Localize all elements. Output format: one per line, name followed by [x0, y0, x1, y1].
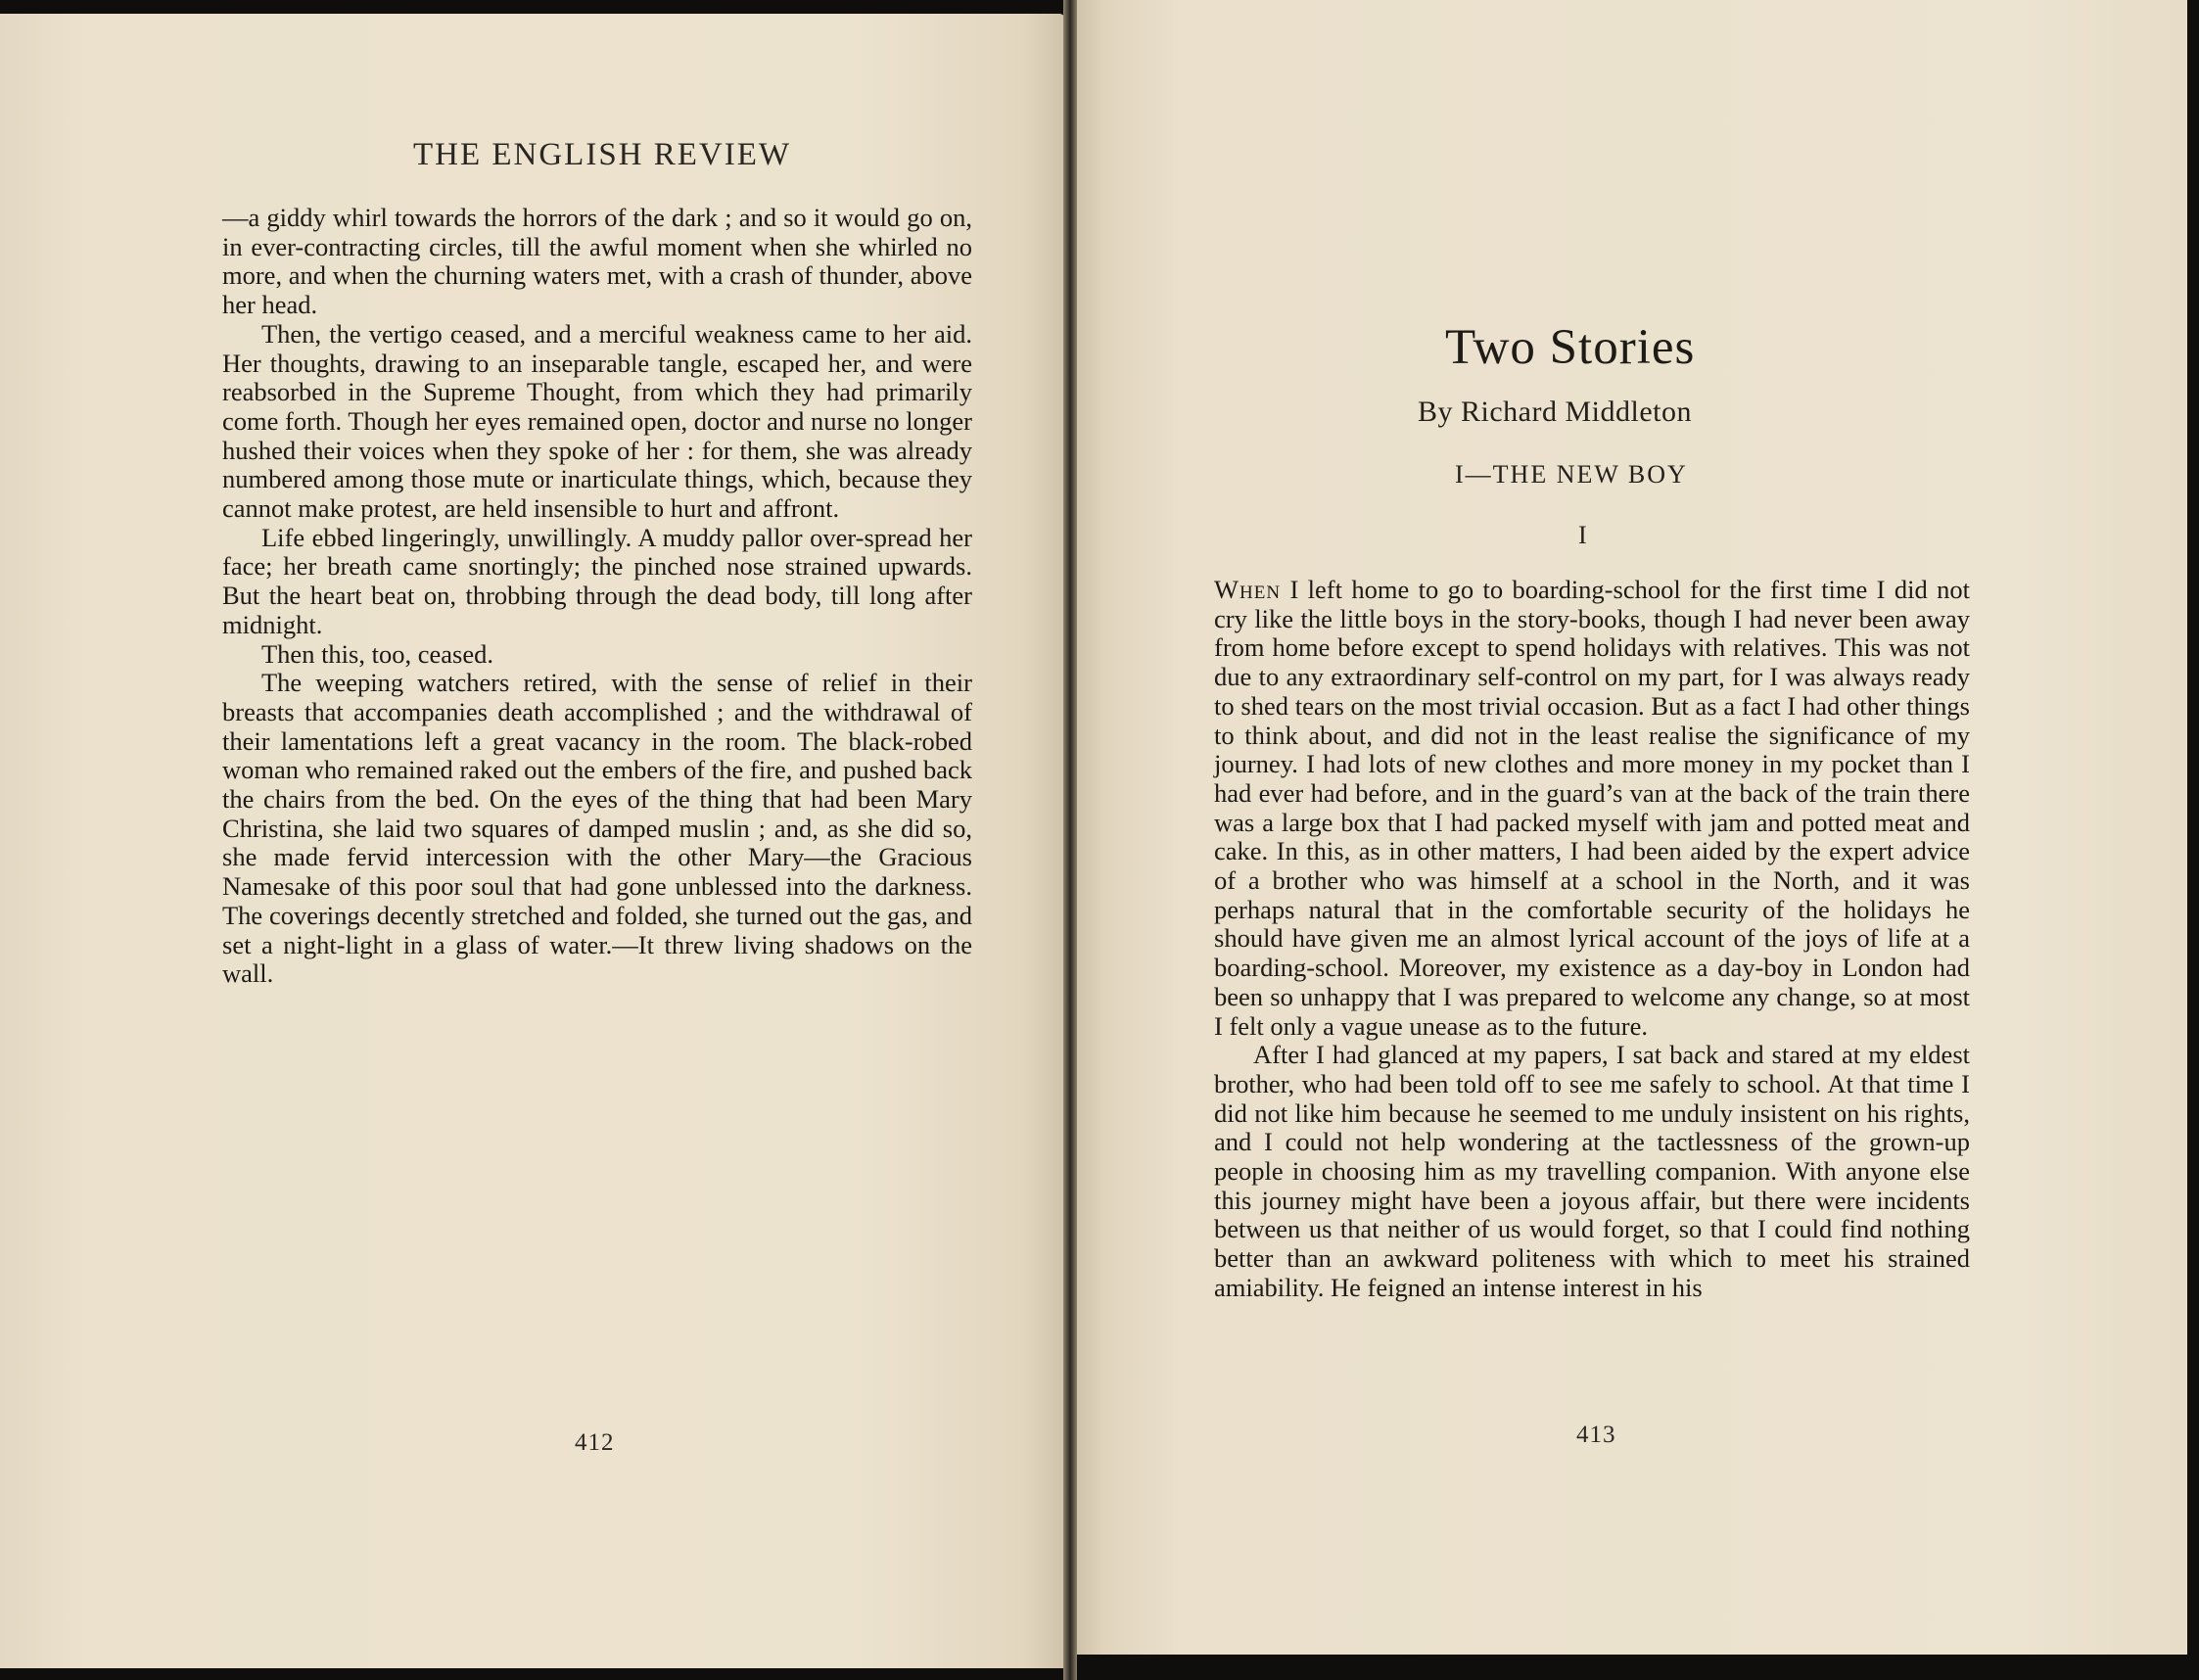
page-number: 412 [575, 1429, 615, 1456]
paragraph: Then this, too, ceased. [261, 638, 493, 669]
paragraph [1214, 576, 1970, 1041]
paragraph: Life ebbed lingeringly, unwillingly. A muddy pallor over-spread her face; her breath came snortingly; the pinched nose strained upwards. But the heart beat on, throbbing through the dead body, till long after midnight. [222, 522, 972, 639]
right-page-body [1214, 576, 1970, 1303]
paragraph: After I had glanced at my papers, I sat back and stared at my eldest brother, who had been told off to see me safely to school. At that time I did not like him because he seemed to me unduly insistent on his rights, and I could not help wondering at the tactlessness of the grown-up people in choosing him as my travelling companion. With anyone else this journey might have been a joyous affair, but there were incidents between us that neither of us would forget, so that I could find nothing better than an awkward politeness with which to meet his strained amiability. He feigned an intense interest in his [1214, 1040, 1970, 1302]
story-title: Two Stories [1445, 320, 1696, 375]
paragraph: The weeping watchers retired, with the sense of relief in their breasts that accompanies death accomplished ; and the withdrawal of their lamentations left a great vacancy in the room. The black-robed woman who remained raked out the embers of the fire, and pushed back the chairs from the bed. On the eyes of the thing that had been Mary Christina, she laid two squares of damped muslin ; and, as she did so, she made fervid intercession with the other Mary—the Gracious Namesake of this poor soul that had gone unblessed into the darkness. The coverings decently stretched and folded, she turned out the gas, and set a night-light in a glass of water.—It threw living shadows on the wall. [222, 668, 972, 989]
paragraph: Then, the vertigo ceased, and a merciful weakness came to her aid. Her thoughts, drawing to an inseparable tangle, escaped her, and were reabsorbed in the Supreme Thought, from which they had primarily come forth. Though her eyes remained open, doctor and nurse no longer hushed their voices when they spoke of her : for them, she was already numbered among those mute or inarticulate things, which, because they cannot make protest, are held insensible to hurt and affront. [222, 318, 972, 524]
section-number: I [1578, 521, 1587, 549]
drop-word: When [1214, 575, 1282, 604]
page-number: 413 [1576, 1422, 1616, 1448]
running-head: THE ENGLISH REVIEW [412, 137, 792, 172]
paragraph-text: I left home to go to boarding-school for the first time I did not cry like the little boys in the story-books, though I had never been away from home before except to spend holidays with relatives. This was not due to any extraordinary self-control on my part, for I was always ready to shed tears on the most trivial occasion. But as a fact I had other things to think about, and did not in the least realise the significance of my journey. I had lots of new clothes and more money in my pocket than I had ever had before, and in the guard’s van at the back of the train there was a large box that I had packed myself with jam and potted meat and cake. In this, as in other matters, I had been aided by the expert advice of a brother who was himself at a school in the North, and it was perhaps natural that in the comfortable security of the holidays he should have given me an almost lyrical account of the joys of life at a boarding-school. Moreover, my existence as a day-boy in London had been so unhappy that I was prepared to welcome any change, so at most I felt only a vague unease as to the future. [1214, 575, 1970, 1041]
paragraph: —a giddy whirl towards the horrors of the dark ; and so it would go on, in ever-contracting circles, till the awful moment when she whirled no more, and when the churning waters met, with a crash of thunder, above her head. [222, 203, 972, 320]
byline: By Richard Middleton [1418, 396, 1692, 428]
section-heading: I—THE NEW BOY [1455, 460, 1688, 489]
